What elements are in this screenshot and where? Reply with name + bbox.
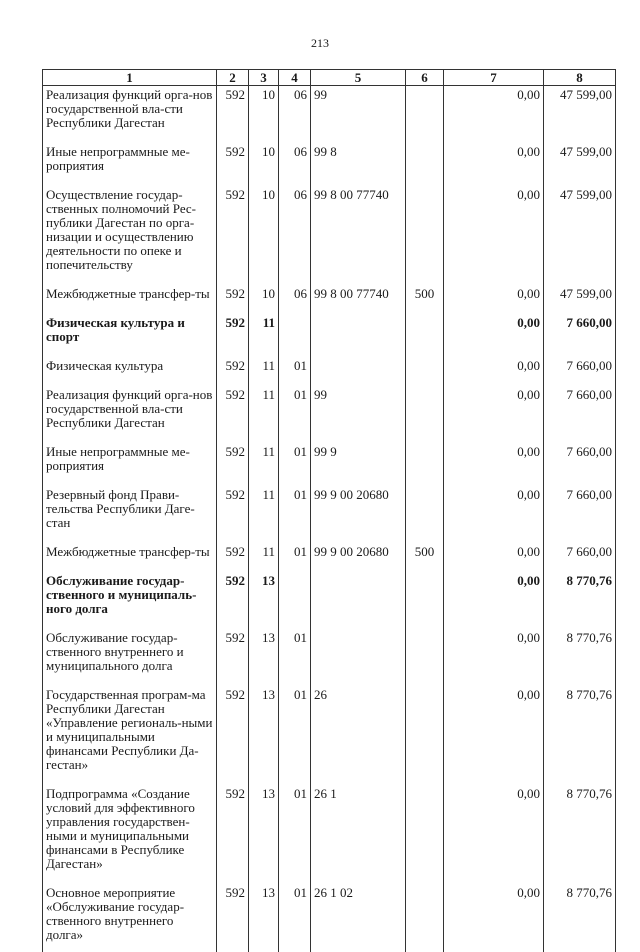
col-7-cell: 0,00 [444, 785, 544, 884]
page-number: 213 [0, 36, 640, 51]
col-5-cell: 26 1 [311, 785, 406, 884]
table-row [43, 143, 616, 186]
column-header-4: 4 [279, 70, 311, 86]
col-6-cell [406, 186, 444, 285]
col-3-cell: 13 [249, 629, 279, 686]
col-4-cell: 01 [279, 486, 311, 543]
table-row [43, 443, 616, 486]
col-8-cell: 7 660,00 [544, 386, 616, 443]
col-5-cell [311, 629, 406, 686]
col-3-cell: 11 [249, 386, 279, 443]
col-3-cell: 11 [249, 543, 279, 572]
table-row [43, 357, 616, 386]
col-6-cell [406, 884, 444, 952]
col-4-cell: 06 [279, 143, 311, 186]
col-7-cell: 0,00 [444, 386, 544, 443]
col-8-cell: 47 599,00 [544, 86, 616, 144]
col-7-cell: 0,00 [444, 86, 544, 144]
column-header-2: 2 [217, 70, 249, 86]
col-5-cell: 99 9 00 20680 [311, 486, 406, 543]
col-7-cell: 0,00 [444, 357, 544, 386]
col-5-cell: 26 [311, 686, 406, 785]
table-row [43, 785, 616, 884]
table-row [43, 386, 616, 443]
col-8-cell: 47 599,00 [544, 285, 616, 314]
col-8-cell: 47 599,00 [544, 143, 616, 186]
col-8-cell: 47 599,00 [544, 186, 616, 285]
col-4-cell: 01 [279, 785, 311, 884]
col-7-cell: 0,00 [444, 884, 544, 952]
col-5-cell: 99 8 00 77740 [311, 186, 406, 285]
col-5-cell: 99 8 [311, 143, 406, 186]
col-7-cell: 0,00 [444, 143, 544, 186]
col-2-cell: 592 [217, 686, 249, 785]
col-3-cell: 11 [249, 314, 279, 357]
col-8-cell: 7 660,00 [544, 314, 616, 357]
col-2-cell: 592 [217, 785, 249, 884]
table-row [43, 543, 616, 572]
col-2-cell: 592 [217, 572, 249, 629]
row-name: Реализация функций орга-нов государственной вла-сти Республики Дагестан [43, 386, 217, 443]
col-4-cell: 01 [279, 357, 311, 386]
header-row [43, 70, 616, 86]
col-8-cell: 7 660,00 [544, 443, 616, 486]
col-7-cell: 0,00 [444, 686, 544, 785]
col-7-cell: 0,00 [444, 629, 544, 686]
col-7-cell: 0,00 [444, 314, 544, 357]
col-2-cell: 592 [217, 314, 249, 357]
col-5-cell [311, 357, 406, 386]
col-2-cell: 592 [217, 443, 249, 486]
col-8-cell: 7 660,00 [544, 357, 616, 386]
col-2-cell: 592 [217, 486, 249, 543]
col-6-cell [406, 572, 444, 629]
col-7-cell: 0,00 [444, 186, 544, 285]
col-4-cell: 01 [279, 443, 311, 486]
col-4-cell: 01 [279, 629, 311, 686]
table-body [43, 86, 616, 952]
column-header-3: 3 [249, 70, 279, 86]
col-5-cell: 99 9 00 20680 [311, 543, 406, 572]
column-header-6: 6 [406, 70, 444, 86]
row-name: Физическая культура и спорт [43, 314, 217, 357]
col-6-cell [406, 86, 444, 144]
table-row [43, 572, 616, 629]
col-3-cell: 11 [249, 486, 279, 543]
row-name: Межбюджетные трансфер-ты [43, 543, 217, 572]
col-7-cell: 0,00 [444, 543, 544, 572]
table-row [43, 884, 616, 952]
col-3-cell: 10 [249, 285, 279, 314]
table-row [43, 314, 616, 357]
col-3-cell: 10 [249, 186, 279, 285]
col-6-cell [406, 386, 444, 443]
col-2-cell: 592 [217, 884, 249, 952]
col-6-cell: 500 [406, 543, 444, 572]
col-8-cell: 8 770,76 [544, 572, 616, 629]
table-row [43, 186, 616, 285]
col-5-cell: 99 9 [311, 443, 406, 486]
col-8-cell: 7 660,00 [544, 486, 616, 543]
col-5-cell: 99 8 00 77740 [311, 285, 406, 314]
col-5-cell [311, 314, 406, 357]
column-header-5: 5 [311, 70, 406, 86]
col-4-cell: 06 [279, 186, 311, 285]
col-4-cell: 06 [279, 285, 311, 314]
row-name: Физическая культура [43, 357, 217, 386]
col-7-cell: 0,00 [444, 572, 544, 629]
table-row [43, 686, 616, 785]
table-row [43, 629, 616, 686]
table-row [43, 486, 616, 543]
col-3-cell: 13 [249, 686, 279, 785]
row-name: Государственная програм-ма Республики Дагестан «Управление региональ-ными и муниципальными финансами Республики Да-гестан» [43, 686, 217, 785]
col-2-cell: 592 [217, 143, 249, 186]
row-name: Межбюджетные трансфер-ты [43, 285, 217, 314]
column-header-7: 7 [444, 70, 544, 86]
col-2-cell: 592 [217, 543, 249, 572]
col-2-cell: 592 [217, 629, 249, 686]
row-name: Реализация функций орга-нов государственной вла-сти Республики Дагестан [43, 86, 217, 144]
col-3-cell: 10 [249, 143, 279, 186]
col-4-cell: 01 [279, 884, 311, 952]
row-name: Резервный фонд Прави-тельства Республики Даге-стан [43, 486, 217, 543]
col-7-cell: 0,00 [444, 443, 544, 486]
col-7-cell: 0,00 [444, 486, 544, 543]
budget-table [42, 69, 616, 952]
table-row [43, 285, 616, 314]
col-2-cell: 592 [217, 186, 249, 285]
column-header-8: 8 [544, 70, 616, 86]
col-2-cell: 592 [217, 285, 249, 314]
col-3-cell: 13 [249, 785, 279, 884]
row-name: Осуществление государ-ственных полномочий Рес-публики Дагестан по орга-низации и осуществлению деятельности по опеке и попечительству [43, 186, 217, 285]
row-name: Обслуживание государ-ственного внутреннего и муниципального долга [43, 629, 217, 686]
col-8-cell: 7 660,00 [544, 543, 616, 572]
col-8-cell: 8 770,76 [544, 686, 616, 785]
col-2-cell: 592 [217, 86, 249, 144]
col-2-cell: 592 [217, 357, 249, 386]
col-6-cell [406, 686, 444, 785]
col-3-cell: 13 [249, 572, 279, 629]
row-name: Иные непрограммные ме-роприятия [43, 443, 217, 486]
col-8-cell: 8 770,76 [544, 629, 616, 686]
col-4-cell: 01 [279, 543, 311, 572]
col-6-cell: 500 [406, 285, 444, 314]
col-6-cell [406, 486, 444, 543]
table-row [43, 86, 616, 144]
col-8-cell: 8 770,76 [544, 884, 616, 952]
col-4-cell: 01 [279, 386, 311, 443]
col-3-cell: 13 [249, 884, 279, 952]
col-4-cell [279, 572, 311, 629]
row-name: Иные непрограммные ме-роприятия [43, 143, 217, 186]
col-5-cell: 26 1 02 [311, 884, 406, 952]
col-4-cell: 06 [279, 86, 311, 144]
col-5-cell: 99 [311, 386, 406, 443]
table-header [43, 70, 616, 86]
row-name: Основное мероприятие «Обслуживание государ-ственного внутреннего долга» [43, 884, 217, 952]
col-4-cell: 01 [279, 686, 311, 785]
row-name: Подпрограмма «Создание условий для эффективного управления государствен-ными и муниципальными финансами в Республике Дагестан» [43, 785, 217, 884]
col-6-cell [406, 629, 444, 686]
col-5-cell: 99 [311, 86, 406, 144]
col-6-cell [406, 357, 444, 386]
col-6-cell [406, 314, 444, 357]
col-5-cell [311, 572, 406, 629]
col-3-cell: 10 [249, 86, 279, 144]
col-2-cell: 592 [217, 386, 249, 443]
col-3-cell: 11 [249, 357, 279, 386]
col-3-cell: 11 [249, 443, 279, 486]
row-name: Обслуживание государ-ственного и муниципаль-ного долга [43, 572, 217, 629]
col-6-cell [406, 143, 444, 186]
col-7-cell: 0,00 [444, 285, 544, 314]
column-header-1: 1 [43, 70, 217, 86]
col-4-cell [279, 314, 311, 357]
col-6-cell [406, 785, 444, 884]
col-8-cell: 8 770,76 [544, 785, 616, 884]
col-6-cell [406, 443, 444, 486]
